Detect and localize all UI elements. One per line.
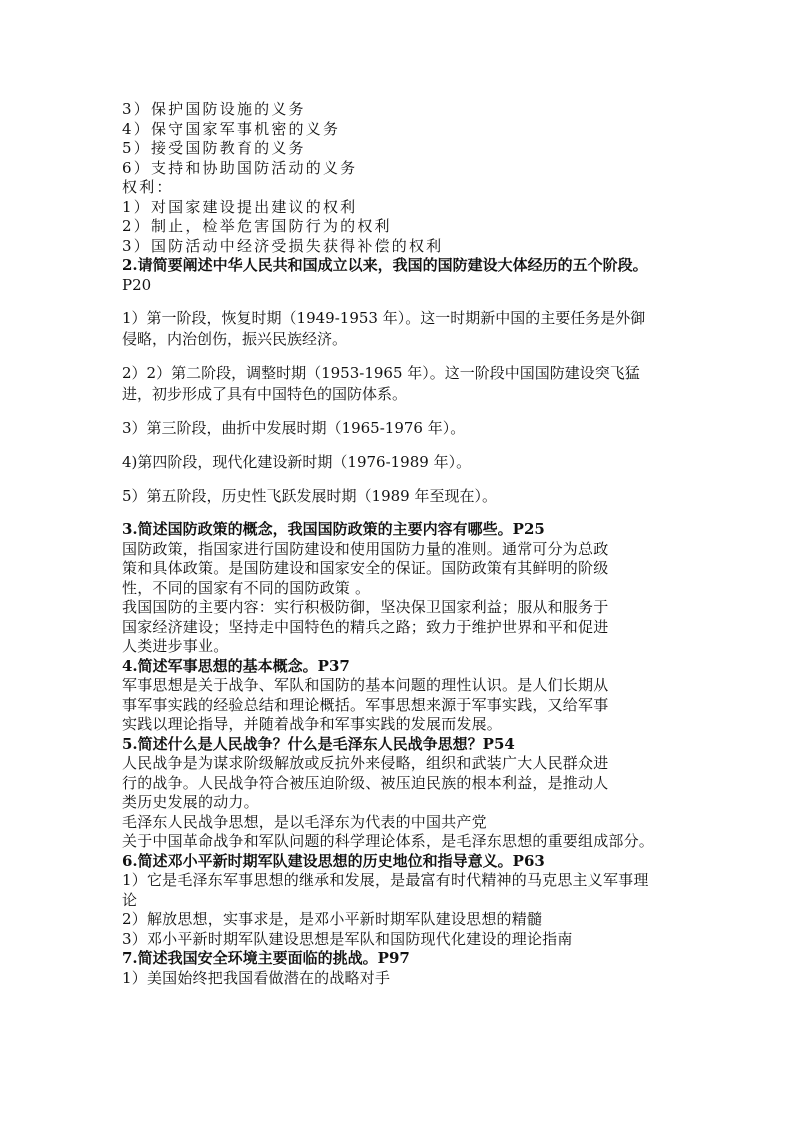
q3-text: 我国国防的主要内容：实行积极防御，坚决保卫国家利益；服从和服务于	[122, 598, 609, 616]
right-item: 2）制止，检举危害国防行为的权利	[122, 217, 392, 235]
q2-stage	[122, 363, 682, 405]
q2-stage-line: 2）2）第二阶段，调整时期（1953-1965 年）。这一阶段中国国防建设突飞猛	[122, 364, 640, 382]
right-item: 1）对国家建设提出建议的权利	[122, 197, 358, 216]
q2-stage-line: 1）第一阶段，恢复时期（1949-1953 年）。这一时期新中国的主要任务是外御	[122, 309, 646, 327]
q2-heading: 2.请简要阐述中华人民共和国成立以来，我国的国防建设大体经历的五个阶段。	[122, 256, 648, 274]
q2-stage-line: 进，初步形成了具有中国特色的国防体系。	[122, 385, 408, 403]
q7-text: 1）美国始终把我国看做潜在的战略对手	[122, 968, 391, 987]
document-page	[122, 100, 682, 988]
q6-text: 2）解放思想，实事求是，是邓小平新时期军队建设思想的精髓	[122, 910, 543, 928]
q2-stage	[122, 308, 682, 350]
q4-text: 事军事实践的经验总结和理论概括。军事思想来源于军事实践，又给军事	[122, 695, 609, 714]
q5-text: 关于中国革命战争和军队问题的科学理论体系，是毛泽东思想的重要组成部分。	[122, 832, 655, 850]
q7-heading: 7.简述我国安全环境主要面临的挑战。P97	[122, 949, 410, 967]
q3-heading: 3.简述国防政策的概念，我国国防政策的主要内容有哪些。P25	[122, 520, 545, 538]
q2-stage-line: 5）第五阶段，历史性飞跃发展时期（1989 年至现在）。	[122, 487, 497, 505]
q6-text: 1）它是毛泽东军事思想的继承和发展，是最富有时代精神的马克思主义军事理	[122, 871, 649, 889]
q2-stage-line: 4)第四阶段，现代化建设新时期（1976-1989 年）。	[122, 453, 472, 471]
right-item: 3）国防活动中经济受损失获得补偿的权利	[122, 236, 444, 255]
q2-stage	[122, 418, 682, 439]
q2-stage	[122, 452, 682, 473]
duties-list	[122, 100, 682, 178]
q3-text: 性，不同的国家有不同的国防政策 。	[122, 578, 371, 597]
rights-list	[122, 198, 682, 257]
duty-item: 4）保守国家军事机密的义务	[122, 119, 341, 138]
duty-item: 5）接受国防教育的义务	[122, 139, 306, 157]
q6-text: 3）邓小平新时期军队建设思想是军队和国防现代化建设的理论指南	[122, 929, 573, 948]
q5-text: 类历史发展的动力。	[122, 793, 259, 811]
q3-text: 国家经济建设；坚持走中国特色的精兵之路；致力于维护世界和平和促进	[122, 617, 609, 636]
q4-text: 实践以理论指导，并随着战争和军事实践的发展而发展。	[122, 715, 503, 733]
q6-text: 论	[122, 890, 138, 909]
q2-stage	[122, 486, 682, 507]
q2-stage-line: 侵略，内治创伤，振兴民族经济。	[122, 330, 348, 348]
q6-heading: 6.简述邓小平新时期军队建设思想的历史地位和指导意义。P63	[122, 851, 545, 870]
q3-text: 国防政策，指国家进行国防建设和使用国防力量的准则。通常可分为总政	[122, 539, 609, 558]
rights-label: 权利：	[122, 178, 174, 196]
q5-text: 行的战争。人民战争符合被压迫阶级、被压迫民族的根本利益，是推动人	[122, 773, 609, 792]
duty-item: 3）保护国防设施的义务	[122, 100, 306, 118]
q5-text: 人民战争是为谋求阶级解放或反抗外来侵略，组织和武装广大人民群众进	[122, 754, 609, 772]
q3-text: 策和具体政策。是国防建设和国家安全的保证。国防政策有其鲜明的阶级	[122, 559, 609, 577]
q2-stage-line: 3）第三阶段，曲折中发展时期（1965-1976 年）。	[122, 419, 466, 437]
q5-heading: 5.简述什么是人民战争？什么是毛泽东人民战争思想？P54	[122, 734, 515, 753]
q2-page-ref: P20	[122, 275, 152, 294]
q4-heading: 4.简述军事思想的基本概念。P37	[122, 656, 350, 675]
q5-text: 毛泽东人民战争思想，是以毛泽东为代表的中国共产党	[122, 812, 487, 831]
q3-text: 人类进步事业。	[122, 637, 229, 655]
q4-text: 军事思想是关于战争、军队和国防的基本问题的理性认识。是人们长期从	[122, 676, 609, 694]
duty-item: 6）支持和协助国防活动的义务	[122, 158, 358, 177]
